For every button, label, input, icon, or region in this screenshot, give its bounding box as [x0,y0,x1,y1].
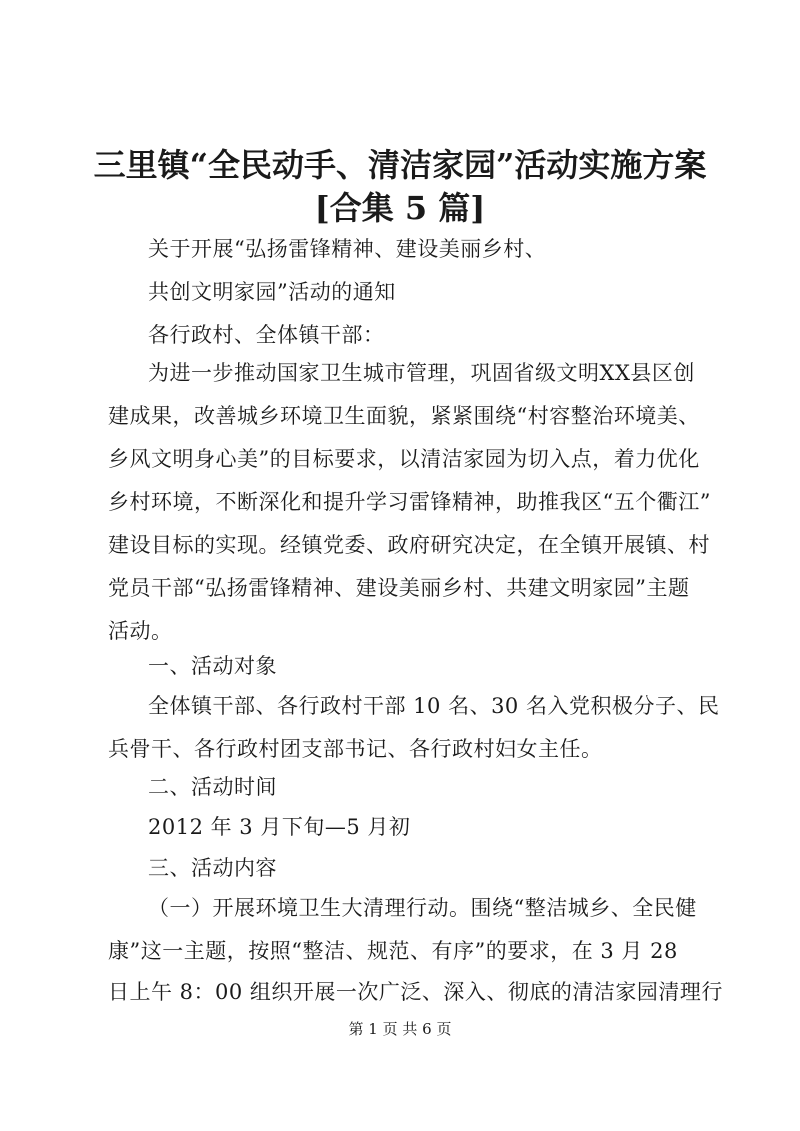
body-line: 党员干部“弘扬雷锋精神、建设美丽乡村、共建文明家园”主题 [108,576,690,600]
body-line: 各行政村、全体镇干部： [148,323,385,347]
body-line: 活动。 [108,619,173,643]
page-number-footer: 第 1 页 共 6 页 [348,1020,452,1038]
section-heading: 三、活动内容 [148,856,277,880]
body-line: 建设目标的实现。经镇党委、政府研究决定，在全镇开展镇、村 [108,533,710,557]
body-line: 共创文明家园”活动的通知 [148,280,396,304]
body-line: 2012 年 3 月下旬—5 月初 [148,815,411,839]
body-line: 关于开展“弘扬雷锋精神、建设美丽乡村、 [148,237,547,261]
body-line: 兵骨干、各行政村团支部书记、各行政村妇女主任。 [108,737,603,761]
document-title-line-1: 三里镇“全民动手、清洁家园”活动实施方案 [93,146,707,184]
body-line: 康”这一主题，按照“整洁、规范、有序”的要求，在 3 月 28 [108,939,678,963]
body-line: 乡风文明身心美”的目标要求，以清洁家园为切入点，着力优化 [108,447,700,471]
body-line: 日上午 8：00 组织开展一次广泛、深入、彻底的清洁家园清理行 [108,980,723,1004]
body-line: 乡村环境，不断深化和提升学习雷锋精神，助推我区“五个衢江” [108,490,711,514]
body-line: 建成果，改善城乡环境卫生面貌，紧紧围绕“村容整治环境美、 [108,404,700,428]
document-title-line-2: [合集 5 篇] [314,189,486,227]
section-heading: 二、活动时间 [148,775,277,799]
section-heading: 一、活动对象 [148,654,277,678]
body-line: 为进一步推动国家卫生城市管理，巩固省级文明XX县区创 [148,361,695,385]
body-line: 全体镇干部、各行政村干部 10 名、30 名入党积极分子、民 [148,694,720,718]
body-line: （一）开展环境卫生大清理行动。围绕“整洁城乡、全民健 [148,896,697,920]
